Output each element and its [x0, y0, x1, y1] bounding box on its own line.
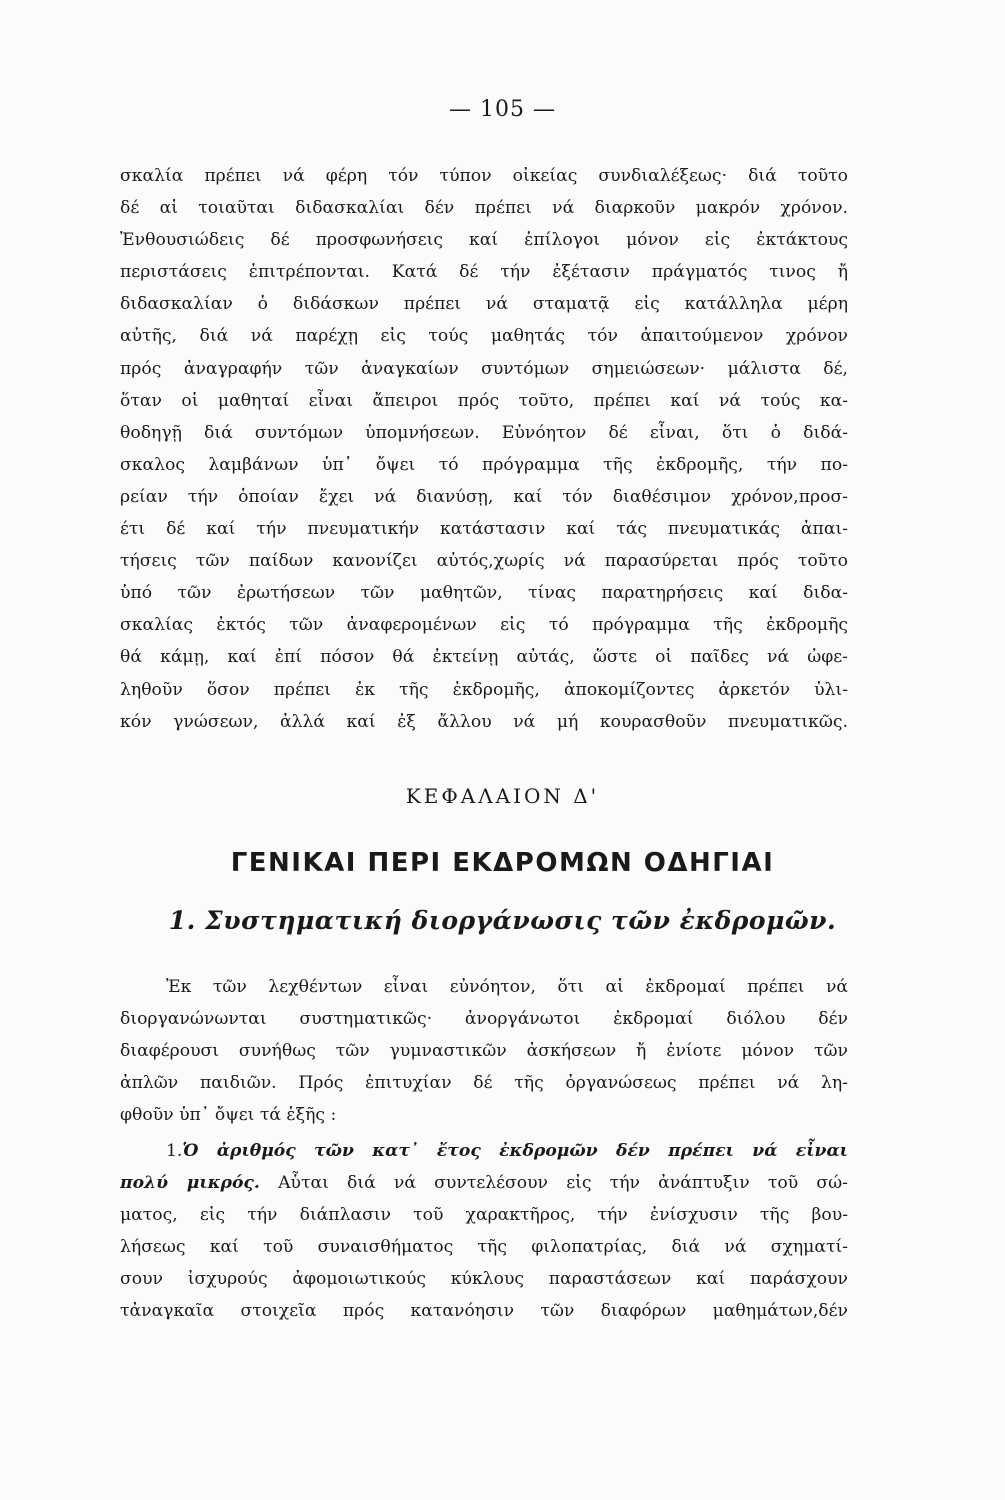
text-line: [120, 1135, 848, 1167]
text-line: πρός ἀναγραφήν τῶν ἀναγκαίων συντόμων σημειώσεων· μάλιστα δέ,: [120, 358, 848, 379]
text-line: θά κάμῃ, καί ἐπί πόσον θά ἐκτείνῃ αὐτάς, ὥστε οἱ παῖδες νά ὠφε-: [120, 647, 848, 668]
text-line: ἀπλῶν παιδιῶν. Πρός ἐπιτυχίαν δέ τῆς ὀργανώσεως πρέπει νά λη-: [120, 1073, 848, 1094]
text-line: δέ αἱ τοιαῦται διδασκαλίαι δέν πρέπει νά διαρκοῦν μακρόν χρόνον.: [120, 198, 848, 219]
chapter-label: ΚΕΦΑΛΑΙΟΝ Δ': [405, 784, 600, 808]
text-line: ὅταν οἱ μαθηταί εἶναι ἄπειροι πρός τοῦτο, πρέπει καί νά τούς κα-: [120, 390, 848, 411]
point-heading-end: πολύ μικρός.: [120, 1173, 260, 1194]
text-line: [120, 1167, 848, 1199]
text-line: ληθοῦν ὅσον πρέπει ἐκ τῆς ἐκδρομῆς, ἀποκομίζοντες ἀρκετόν ὑλι-: [120, 679, 848, 700]
text-line: θοδηγῇ διά συντόμων ὑπομνήσεων. Εὐνόητον δέ εἶναι, ὅτι ὁ διδά-: [120, 422, 848, 443]
text-line: ματος, εἰς τήν διάπλασιν τοῦ χαρακτῆρος, τήν ἐνίσχυσιν τῆς βου-: [120, 1205, 848, 1226]
text-line: σκαλίας ἐκτός τῶν ἀναφερομένων εἰς τό πρόγραμμα τῆς ἐκδρομῆς: [120, 615, 848, 636]
text-line: κόν γνώσεων, ἀλλά καί ἐξ ἄλλου νά μή κουρασθοῦν πνευματικῶς.: [120, 711, 848, 732]
point-heading: Ὁ ἀριθμός τῶν κατ᾿ ἔτος ἐκδρομῶν δέν πρέπει νά εἶναι: [182, 1141, 848, 1161]
paragraph-point-1: [120, 1135, 848, 1328]
text-line: έτι δέ καί τήν πνευματικήν κατάστασιν καί τάς πνευματικάς ἀπαι-: [120, 519, 848, 540]
text-line: φθοῦν ὑπ᾿ ὄψει τά ἑξῆς :: [120, 1105, 337, 1126]
text-line: Ἐνθουσιώδεις δέ προσφωνήσεις καί ἐπίλογοι μόνον εἰς ἐκτάκτους: [120, 230, 848, 251]
chapter-title: ΓΕΝΙΚΑΙ ΠΕΡΙ ΕΚΔΡΟΜΩΝ ΟΔΗΓΙΑΙ: [230, 848, 775, 878]
text-line: ρείαν τήν ὁποίαν ἔχει νά διανύσῃ, καί τόν διαθέσιμον χρόνον,προσ-: [120, 486, 848, 507]
text-line: αὐτῆς, διά νά παρέχῃ εἰς τούς μαθητάς τόν ἀπαιτούμενον χρόνον: [120, 326, 848, 347]
text-line: διδασκαλίαν ὁ διδάσκων πρέπει νά σταματᾷ εἰς κατάλληλα μέρη: [120, 294, 848, 315]
paragraph-intro: [120, 971, 848, 1131]
text-line: λήσεως καί τοῦ συναισθήματος τῆς φιλοπατρίας, διά νά σχηματί-: [120, 1237, 848, 1258]
text-line: τἀναγκαῖα στοιχεῖα πρός κατανόησιν τῶν διαφόρων μαθημάτων,δέν: [120, 1301, 848, 1322]
page-number: — 105 —: [449, 97, 556, 122]
point-number: 1.: [166, 1141, 183, 1161]
text-line: σκαλος λαμβάνων ὑπ᾿ ὄψει τό πρόγραμμα τῆς ἐκδρομῆς, τήν πο-: [120, 454, 848, 475]
text-line: σουν ἰσχυρούς ἀφομοιωτικούς κύκλους παραστάσεων καί παράσχουν: [120, 1269, 848, 1290]
text-line: διοργανώνωνται συστηματικῶς· ἀνοργάνωτοι ἐκδρομαί διόλου δέν: [120, 1009, 848, 1030]
text-line: περιστάσεις ἐπιτρέπονται. Κατά δέ τήν ἐξέτασιν πράγματός τινος ἤ: [120, 262, 848, 283]
text-line: Ἐκ τῶν λεχθέντων εἶναι εὐνόητον, ὅτι αἱ ἐκδρομαί πρέπει νά: [166, 977, 848, 997]
text-line: διαφέρουσι συνήθως τῶν γυμναστικῶν ἀσκήσεων ἤ ἐνίοτε μόνον τῶν: [120, 1041, 848, 1062]
paragraph-continued: [120, 160, 848, 738]
text-line: τήσεις τῶν παίδων κανονίζει αὐτός,χωρίς νά παρασύρεται πρός τοῦτο: [120, 551, 848, 572]
text-line: ὑπό τῶν ἐρωτήσεων τῶν μαθητῶν, τίνας παρατηρήσεις καί διδα-: [120, 583, 848, 604]
text-line: σκαλία πρέπει νά φέρη τόν τύπον οἰκείας συνδιαλέξεως· διά τοῦτο: [120, 166, 848, 186]
point-text: Αὗται διά νά συντελέσουν εἰς τήν ἀνάπτυξιν τοῦ σώ-: [278, 1173, 848, 1194]
section-title: 1. Συστηματική διοργάνωσις τῶν ἐκδρομῶν.: [168, 906, 837, 935]
